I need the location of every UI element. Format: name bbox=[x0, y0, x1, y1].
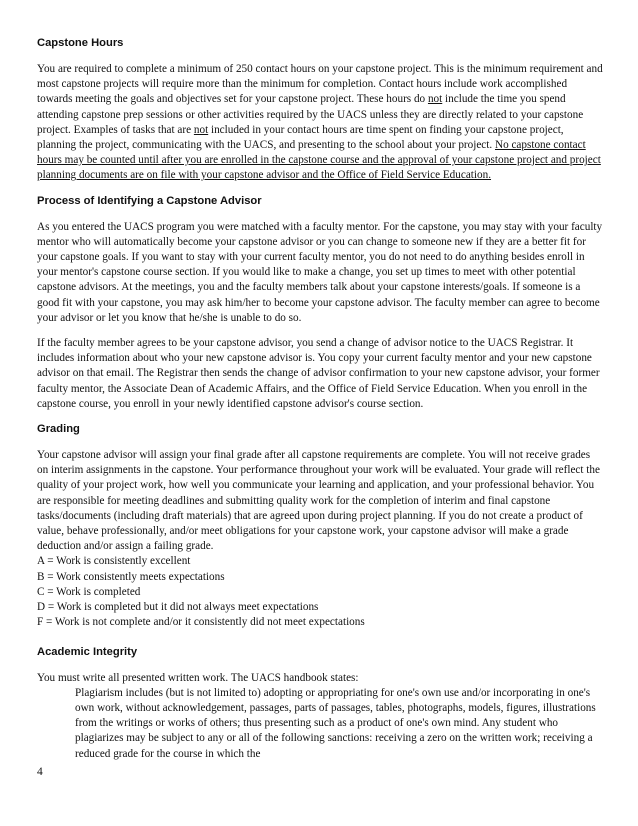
grading-paragraph: Your capstone advisor will assign your final grade after all capstone requirements are complete. You will not receive grades on interim assignments in the capstone. Your performance throughout your work will be evaluated. Your grade will reflect the quality of your project work, how well you communicate your learning and application, and your professional behavior. You are responsible for meeting deadlines and submitting quality work for the completion of interim and final capstone tasks/documents (including draft materials) that are agreed upon during project planning. If you do not create a product of value, behave professionally, and/or meet obligations for your capstone work, your capstone advisor will make a grade deduction and/or assign a failing grade. bbox=[37, 449, 600, 553]
hours-not-emphasis-2: not bbox=[193, 123, 209, 136]
advisor-heading: Process of Identifying a Capstone Advisor bbox=[37, 194, 262, 207]
integrity-paragraph: You must write all presented written work. The UACS handbook states: bbox=[37, 671, 359, 684]
integrity-heading: Academic Integrity bbox=[37, 645, 138, 658]
hours-enrollment-rule: No capstone contact hours may be counted until after you are enrolled in the capstone course and the approval of your capstone project and project planning documents are on file with your capstone advisor and the Office of Field Service Education. bbox=[37, 139, 601, 182]
advisor-section bbox=[37, 194, 603, 412]
advisor-paragraph-1: As you entered the UACS program you were matched with a faculty mentor. For the capstone, you may stay with your faculty mentor who will automatically become your capstone advisor or you can change to someone new if they are a better fit for your capstone goals. If you want to stay with your current faculty mentor, you do not need to do anything besides enroll in your mentor's capstone course section. If you would like to make a change, you set up times to meet with other potential capstone advisors. At the meetings, you and the faculty members talk about your capstone interests/goals. If someone is a good fit with your capstone, you may ask him/her to become your capstone advisor. The faculty member can agree to become your advisor or let you know that he/she is unable to do so. bbox=[37, 220, 603, 324]
grade-scale-b: B = Work consistently meets expectations bbox=[37, 570, 225, 583]
integrity-section bbox=[37, 645, 603, 762]
hours-text-c: included in your contact hours are time spent on finding your capstone project, planning the project, communicating with the UACS, and presenting to the school about your project. bbox=[37, 123, 564, 152]
capstone-hours-paragraph bbox=[37, 62, 603, 184]
grade-scale-list bbox=[37, 554, 603, 630]
capstone-hours-section bbox=[37, 36, 603, 184]
handbook-quote: Plagiarism includes (but is not limited to) adopting or appropriating for one's own use and/or incorporating in one's own work, without acknowledgement, passages, parts of passages, tables, photographs, models, figures, illustrations from the writings or works of others; thus presenting such as a product of one's own mind. Any student who plagiarizes may be subject to any or all of the following sanctions: receiving a zero on the written work; receiving a reduced grade for the course in which the bbox=[75, 686, 596, 760]
grade-scale-a: A = Work is consistently excellent bbox=[37, 555, 191, 568]
grade-scale-f: F = Work is not complete and/or it consistently did not meet expectations bbox=[37, 616, 365, 629]
grade-scale-d: D = Work is completed but it did not always meet expectations bbox=[37, 601, 319, 614]
document-page bbox=[37, 36, 603, 772]
capstone-hours-heading: Capstone Hours bbox=[37, 37, 124, 49]
advisor-paragraph-2: If the faculty member agrees to be your capstone advisor, you send a change of advisor notice to the UACS Registrar. It includes information about who your new capstone advisor is. You copy your current faculty mentor and your new capstone advisor on that email. The Registrar then sends the change of advisor confirmation to your new capstone advisor, your former faculty mentor, the Associate Dean of Academic Affairs, and the Office of Field Service Education. When you enroll in the capstone course, you enroll in your newly identified capstone advisor's course section. bbox=[37, 337, 600, 410]
hours-text-b: include the time you spend attending capstone prep sessions or other activities required by the UACS unless they are directly related to your capstone project. Examples of tasks that are bbox=[37, 93, 584, 136]
grading-heading: Grading bbox=[37, 423, 80, 436]
hours-text-a: You are required to complete a minimum of 250 contact hours on your capstone project. This is the minimum requirement and most capstone projects will require more than the minimum for completion. Contact hours include work accomplished towards meeting the goals and objectives set for your capstone project. These hours do bbox=[37, 63, 603, 106]
hours-not-emphasis-1: not bbox=[427, 93, 443, 106]
grading-section bbox=[37, 422, 603, 630]
page-number: 4 bbox=[37, 766, 43, 778]
grade-scale-c: C = Work is completed bbox=[37, 585, 141, 598]
